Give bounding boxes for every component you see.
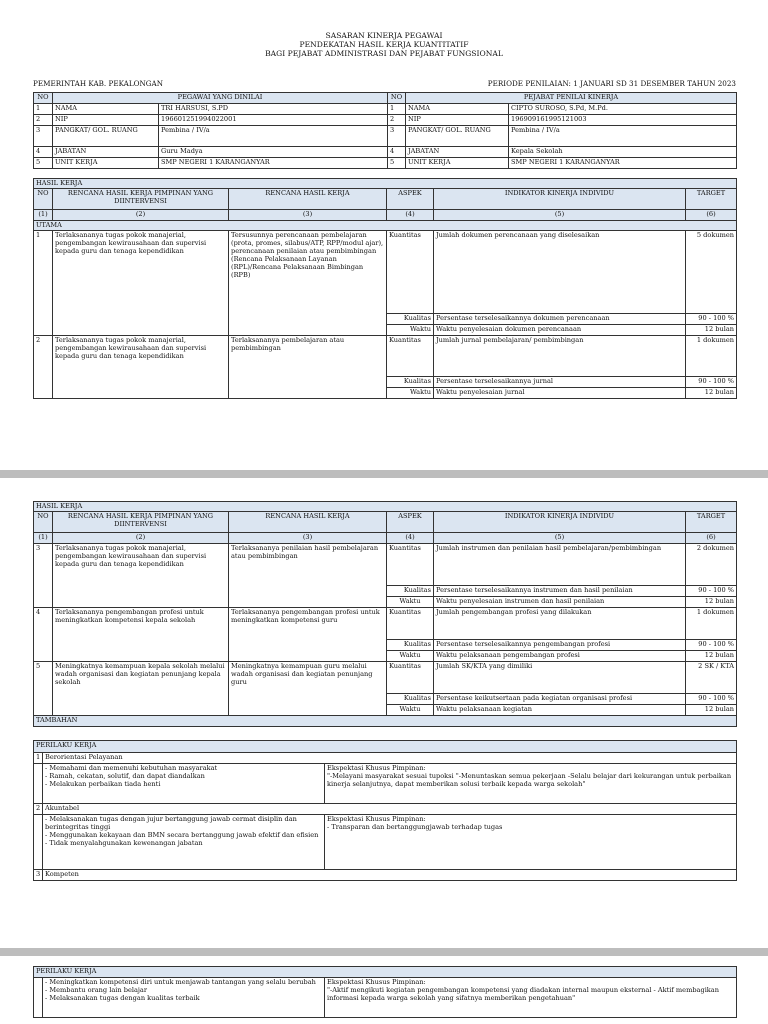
- col-no-right: NO: [388, 93, 406, 104]
- perilaku-no: 2: [34, 804, 43, 815]
- target: 12 bulan: [686, 705, 737, 716]
- target: 90 - 100 %: [686, 640, 737, 651]
- row-label: NAMA: [53, 104, 159, 115]
- penilai-jabatan: Kepala Sekolah: [509, 147, 737, 158]
- col-target: TARGET: [686, 512, 737, 533]
- row-label: PANGKAT/ GOL. RUANG: [406, 126, 509, 147]
- aspek-waktu: Waktu: [387, 388, 434, 399]
- organization: PEMERINTAH KAB. PEKALONGAN: [33, 79, 164, 88]
- indikator: Waktu penyelesaian jurnal: [434, 388, 686, 399]
- col-num: (3): [229, 533, 387, 544]
- target: 12 bulan: [686, 651, 737, 662]
- ekspektasi-label: Ekspektasi Khusus Pimpinan:: [327, 978, 426, 986]
- row-no: 5: [388, 158, 406, 169]
- row-no: 4: [34, 147, 53, 158]
- aspek-kuantitas: Kuantitas: [387, 662, 434, 694]
- ekspektasi-text: - Transparan dan bertanggungjawab terhadap tugas: [327, 823, 503, 831]
- col-num: (6): [686, 533, 737, 544]
- target: 2 SK / KTA: [686, 662, 737, 694]
- col-num: (4): [387, 210, 434, 221]
- target: 12 bulan: [686, 597, 737, 608]
- indikator: Persentase terselesaikannya jurnal: [434, 377, 686, 388]
- ekspektasi-cell: [325, 978, 737, 1018]
- section-hasil-kerja: HASIL KERJA: [34, 179, 737, 189]
- target: 90 - 100 %: [686, 694, 737, 705]
- perilaku-title: Akuntabel: [43, 804, 737, 815]
- doc-subtitle-2: BAGI PEJABAT ADMINISTRASI DAN PEJABAT FUNGSIONAL: [265, 49, 503, 58]
- doc-title: SASARAN KINERJA PEGAWAI: [325, 31, 443, 40]
- ekspektasi-cell: [325, 764, 737, 804]
- table-row: [34, 104, 737, 115]
- target: 90 - 100 %: [686, 314, 737, 325]
- pegawai-table: [33, 92, 737, 169]
- pegawai-jabatan: Guru Madya: [159, 147, 388, 158]
- aspek-kualitas: Kualitas: [387, 314, 434, 325]
- doc-subtitle: PENDEKATAN HASIL KERJA KUANTITATIF: [299, 40, 469, 49]
- indikator: Jumlah pengembangan profesi yang dilakukan: [434, 608, 686, 640]
- section-hasil-kerja: HASIL KERJA: [34, 502, 737, 512]
- aspek-kualitas: Kualitas: [387, 640, 434, 651]
- item-no: 3: [34, 544, 53, 608]
- penilai-nip: 196909161995121003: [509, 115, 737, 126]
- row-label: NIP: [53, 115, 159, 126]
- item-pimpinan: Terlaksananya tugas pokok manajerial, pengembangan kewirausahaan dan supervisi kepada guru dan tenaga kependidikan: [53, 336, 229, 399]
- perilaku-title: Berorientasi Pelayanan: [43, 753, 737, 764]
- aspek-waktu: Waktu: [387, 325, 434, 336]
- pegawai-nip: 196601251994022001: [159, 115, 388, 126]
- table-row: [34, 753, 737, 764]
- table-row: [34, 158, 737, 169]
- col-rencana-pimpinan: RENCANA HASIL KERJA PIMPINAN YANG DIINTERVENSI: [53, 512, 229, 533]
- table-row: [34, 662, 737, 694]
- row-label: PANGKAT/ GOL. RUANG: [53, 126, 159, 147]
- target: 1 dokumen: [686, 608, 737, 640]
- row-no: 1: [34, 104, 53, 115]
- assessment-period: PERIODE PENILAIAN: 1 JANUARI SD 31 DESEMBER TAHUN 2023: [487, 79, 736, 88]
- col-target: TARGET: [686, 189, 737, 210]
- row-label: JABATAN: [53, 147, 159, 158]
- blank-cell: [34, 764, 43, 804]
- col-rencana-pimpinan: RENCANA HASIL KERJA PIMPINAN YANG DIINTERVENSI: [53, 189, 229, 210]
- item-pimpinan: Terlaksananya pengembangan profesi untuk meningkatkan kompetensi kepala sekolah: [53, 608, 229, 662]
- perilaku-no: 1: [34, 753, 43, 764]
- pegawai-dinilai-title: PEGAWAI YANG DINILAI: [53, 93, 388, 104]
- indikator: Persentase keikutsertaan pada kegiatan organisasi profesi: [434, 694, 686, 705]
- row-label: UNIT KERJA: [406, 158, 509, 169]
- section-perilaku-kerja: PERILAKU KERJA: [34, 967, 737, 978]
- table-row: [34, 147, 737, 158]
- col-no: NO: [34, 189, 53, 210]
- table-row: [34, 544, 737, 586]
- item-rencana: Terlaksananya pengembangan profesi untuk meningkatkan kompetensi guru: [229, 608, 387, 662]
- aspek-kualitas: Kualitas: [387, 377, 434, 388]
- col-num: (3): [229, 210, 387, 221]
- section-utama: UTAMA: [34, 221, 737, 231]
- table-row: [34, 336, 737, 377]
- page-1: [0, 0, 768, 470]
- item-rencana: Tersusunnya perencanaan pembelajaran (prota, promes, silabus/ATP, RPP/modul ajar), perencanaan penilaian atau pembimbingan (Rencana Pelaksanaan Layanan (RPL)/Rencana Pelaksanaan Bimbingan (RPB): [229, 231, 387, 336]
- target: 5 dokumen: [686, 231, 737, 314]
- row-no: 5: [34, 158, 53, 169]
- indikator: Jumlah dokumen perencanaan yang diselesaikan: [434, 231, 686, 314]
- indikator: Persentase terselesaikannya dokumen perencanaan: [434, 314, 686, 325]
- col-aspek: ASPEK: [387, 512, 434, 533]
- ekspektasi-text: "-Aktif mengikuti kegiatan pengembangan kompetensi yang diadakan internal maupun eksternal - Aktif membagikan informasi kepada warga sekolah yang sifatnya memberikan pengetahuan": [327, 986, 719, 1002]
- aspek-waktu: Waktu: [387, 705, 434, 716]
- perilaku-no: 3: [34, 870, 43, 881]
- penilai-pangkat: Pembina / IV/a: [509, 126, 737, 147]
- item-no: 5: [34, 662, 53, 716]
- section-perilaku-kerja: PERILAKU KERJA: [34, 741, 737, 753]
- table-row: [34, 815, 737, 870]
- hasil-kerja-table-2: [33, 501, 737, 727]
- item-pimpinan: Terlaksananya tugas pokok manajerial, pengembangan kewirausahaan dan supervisi kepada guru dan tenaga kependidikan: [53, 544, 229, 608]
- target: 12 bulan: [686, 388, 737, 399]
- table-row: [34, 608, 737, 640]
- document-header: [0, 31, 768, 58]
- col-num: (4): [387, 533, 434, 544]
- table-row: [34, 978, 737, 1018]
- indikator: Jumlah jurnal pembelajaran/ pembimbingan: [434, 336, 686, 377]
- perilaku-table-1: [33, 740, 737, 881]
- col-num: (5): [434, 210, 686, 221]
- blank-cell: [34, 978, 43, 1018]
- col-rencana: RENCANA HASIL KERJA: [229, 512, 387, 533]
- ekspektasi-text: "-Melayani masyarakat sesuai tupoksi "-Menuntaskan semua pekerjaan -Selalu belajar dari kekurangan untuk perbaikan kinerja selanjutnya, dapat memberikan solusi terbaik kepada warga sekolah": [327, 772, 732, 788]
- aspek-kuantitas: Kuantitas: [387, 231, 434, 314]
- row-no: 4: [388, 147, 406, 158]
- item-pimpinan: Terlaksananya tugas pokok manajerial, pengembangan kewirausahaan dan supervisi kepada guru dan tenaga kependidikan: [53, 231, 229, 336]
- aspek-kualitas: Kualitas: [387, 586, 434, 597]
- page-3: [0, 956, 768, 1024]
- penilai-unit: SMP NEGERI 1 KARANGANYAR: [509, 158, 737, 169]
- item-no: 2: [34, 336, 53, 399]
- indikator: Waktu pelaksanaan pengembangan profesi: [434, 651, 686, 662]
- item-no: 4: [34, 608, 53, 662]
- col-aspek: ASPEK: [387, 189, 434, 210]
- col-no: NO: [34, 93, 53, 104]
- perilaku-table-2: [33, 966, 737, 1018]
- table-row: [34, 115, 737, 126]
- hasil-kerja-table-1: [33, 178, 737, 399]
- perilaku-points: - Memahami dan memenuhi kebutuhan masyarakat - Ramah, cekatan, solutif, dan dapat diandalkan - Melakukan perbaikan tiada henti: [43, 764, 325, 804]
- item-rencana: Terlaksananya penilaian hasil pembelajaran atau pembimbingan: [229, 544, 387, 608]
- col-num: (6): [686, 210, 737, 221]
- section-tambahan: TAMBAHAN: [34, 716, 737, 727]
- col-num: (2): [53, 533, 229, 544]
- aspek-kuantitas: Kuantitas: [387, 336, 434, 377]
- item-rencana: Meningkatnya kemampuan guru melalui wadah organisasi dan kegiatan penunjang guru: [229, 662, 387, 716]
- indikator: Jumlah SK/KTA yang dimiliki: [434, 662, 686, 694]
- perilaku-points: - Melaksanakan tugas dengan jujur bertanggung jawab cermat disiplin dan berintegritas tinggi - Menggunakan kekayaan dan BMN secara bertanggung jawab efektif dan efisien - Tidak menyalahgunakan kewenangan jabatan: [43, 815, 325, 870]
- row-label: NIP: [406, 115, 509, 126]
- pegawai-pangkat: Pembina / IV/a: [159, 126, 388, 147]
- row-label: JABATAN: [406, 147, 509, 158]
- table-row: [34, 764, 737, 804]
- target: 1 dokumen: [686, 336, 737, 377]
- row-no: 3: [388, 126, 406, 147]
- col-rencana: RENCANA HASIL KERJA: [229, 189, 387, 210]
- indikator: Persentase terselesaikannya pengembangan profesi: [434, 640, 686, 651]
- header-meta: [33, 79, 736, 88]
- aspek-kuantitas: Kuantitas: [387, 608, 434, 640]
- col-num: (1): [34, 533, 53, 544]
- item-rencana: Terlaksananya pembelajaran atau pembimbingan: [229, 336, 387, 399]
- pejabat-penilai-title: PEJABAT PENILAI KINERJA: [406, 93, 737, 104]
- target: 90 - 100 %: [686, 377, 737, 388]
- col-indikator: INDIKATOR KINERJA INDIVIDU: [434, 189, 686, 210]
- aspek-kuantitas: Kuantitas: [387, 544, 434, 586]
- indikator: Waktu penyelesaian dokumen perencanaan: [434, 325, 686, 336]
- aspek-kualitas: Kualitas: [387, 694, 434, 705]
- table-row: [34, 870, 737, 881]
- col-num: (5): [434, 533, 686, 544]
- row-label: NAMA: [406, 104, 509, 115]
- perilaku-points: - Meningkatkan kompetensi diri untuk menjawab tantangan yang selalu berubah - Membantu orang lain belajar - Melaksanakan tugas dengan kualitas terbaik: [43, 978, 325, 1018]
- table-row: [34, 126, 737, 147]
- indikator: Persentase terselesaikannya instrumen dan hasil penilaian: [434, 586, 686, 597]
- ekspektasi-cell: [325, 815, 737, 870]
- indikator: Jumlah instrumen dan penilaian hasil pembelajaran/pembimbingan: [434, 544, 686, 586]
- table-row: [34, 231, 737, 314]
- row-no: 1: [388, 104, 406, 115]
- item-no: 1: [34, 231, 53, 336]
- col-num: (2): [53, 210, 229, 221]
- target: 2 dokumen: [686, 544, 737, 586]
- target: 12 bulan: [686, 325, 737, 336]
- row-no: 2: [388, 115, 406, 126]
- target: 90 - 100 %: [686, 586, 737, 597]
- page-2: [0, 478, 768, 948]
- penilai-nama: CIPTO SUROSO, S.Pd, M.Pd.: [509, 104, 737, 115]
- blank-cell: [34, 815, 43, 870]
- row-no: 3: [34, 126, 53, 147]
- indikator: Waktu pelaksanaan kegiatan: [434, 705, 686, 716]
- pegawai-nama: TRI HARSUSI, S.PD: [159, 104, 388, 115]
- ekspektasi-label: Ekspektasi Khusus Pimpinan:: [327, 815, 426, 823]
- pegawai-unit: SMP NEGERI 1 KARANGANYAR: [159, 158, 388, 169]
- col-no: NO: [34, 512, 53, 533]
- col-num: (1): [34, 210, 53, 221]
- indikator: Waktu penyelesaian instrumen dan hasil penilaian: [434, 597, 686, 608]
- table-row: [34, 804, 737, 815]
- ekspektasi-label: Ekspektasi Khusus Pimpinan:: [327, 764, 426, 772]
- item-pimpinan: Meningkatnya kemampuan kepala sekolah melalui wadah organisasi dan kegiatan penunjang kepala sekolah: [53, 662, 229, 716]
- row-no: 2: [34, 115, 53, 126]
- perilaku-title: Kompeten: [43, 870, 737, 881]
- row-label: UNIT KERJA: [53, 158, 159, 169]
- aspek-waktu: Waktu: [387, 651, 434, 662]
- col-indikator: INDIKATOR KINERJA INDIVIDU: [434, 512, 686, 533]
- aspek-waktu: Waktu: [387, 597, 434, 608]
